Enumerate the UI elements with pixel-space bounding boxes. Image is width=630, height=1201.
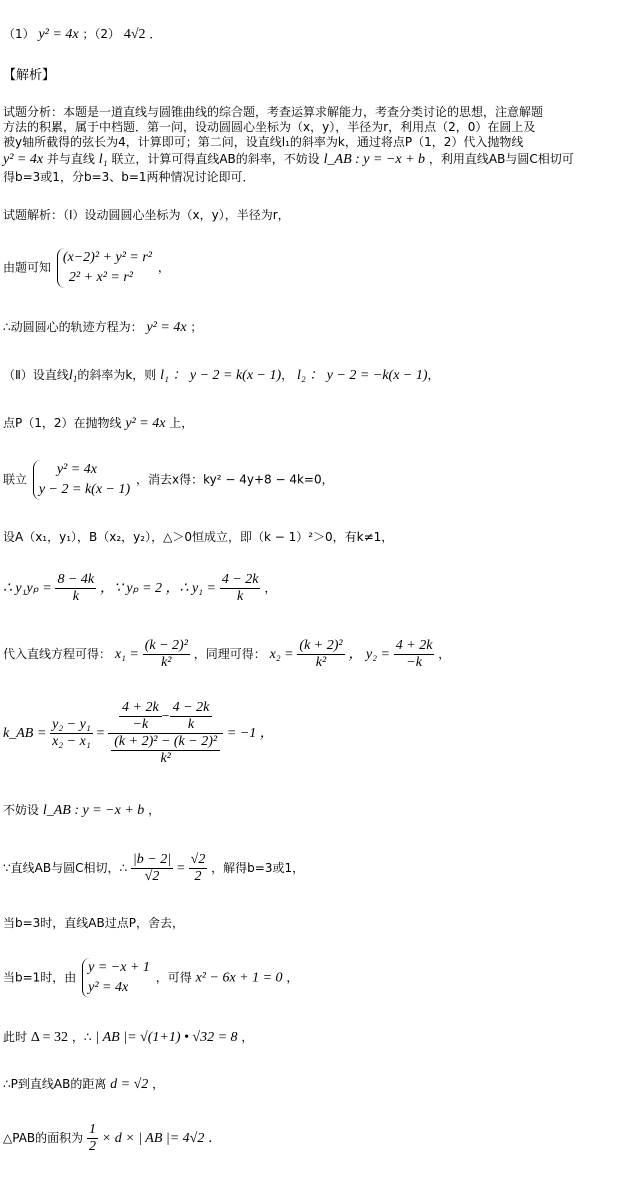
slope-num: y₂ − y₁ — [52, 717, 91, 732]
area-text: △PAB的面积为 — [3, 1131, 84, 1145]
ab-end: ， — [241, 1030, 254, 1044]
assume-eq: l_AB : y = −x + b — [42, 803, 145, 818]
quadratic-end: ， — [286, 970, 299, 985]
part2-l2-eq: l₂ ： y − 2 = −k(x − 1) — [297, 368, 428, 383]
trajectory-end: ； — [190, 320, 203, 334]
fraction-5-den: −k — [406, 655, 422, 670]
slope-big-num — [108, 700, 223, 734]
tangent-fraction-1 — [131, 852, 173, 885]
fraction-1-num: 8 − 4k — [57, 572, 95, 587]
big-num-a-den: −k — [132, 717, 149, 732]
b1-line — [3, 958, 298, 998]
fraction-4-num: (k + 2)² — [299, 638, 343, 653]
analysis-text-4d: 联立，计算可得直线AB的斜率，不妨设 — [111, 152, 320, 166]
analysis-line-4 — [3, 152, 574, 167]
area-den: 2 — [88, 1139, 96, 1154]
tangent-fraction-2 — [189, 852, 208, 885]
slope-big-fraction — [108, 700, 223, 767]
slope-big-den — [108, 734, 223, 767]
tangent-end: ，解得b=3或1， — [211, 861, 305, 875]
area-line — [3, 1122, 222, 1155]
assume-end: ， — [148, 803, 161, 817]
point-p-end: 上， — [169, 416, 194, 430]
assume-text: 不妨设 — [3, 803, 40, 817]
substitute-end: ， — [438, 647, 451, 661]
fraction-1-den: k — [72, 589, 79, 604]
fraction-2-num: 4 − 2k — [221, 572, 259, 587]
tangent-den-1: √2 — [144, 869, 160, 884]
answer-line — [3, 27, 161, 42]
slope-line — [3, 700, 274, 767]
quadratic-eq: x² − 6x + 1 = 0 — [195, 970, 283, 986]
answer-sep: ；（2） — [82, 27, 121, 41]
because-text: ，∵ yₚ = 2 ，∴ y₁ = — [99, 581, 216, 596]
system-1 — [57, 248, 152, 288]
system-3-eq-b: y² = 4x — [88, 980, 129, 995]
big-den-num: (k + 2)² − (k − 2)² — [111, 734, 220, 751]
analysis-label: 试题分析： — [3, 105, 64, 119]
analysis-text-4b: 并与直线 — [46, 152, 95, 166]
area-eq: × d × | AB |= 4√2 ． — [101, 1131, 222, 1146]
tangent-num-2: √2 — [190, 852, 206, 867]
system-1-eq-a: (x−2)² + y² = r² — [62, 250, 152, 265]
ab-length: | AB |= √(1+1) • √32 = 8 — [95, 1030, 238, 1045]
x1-label: x₁ = — [114, 647, 139, 662]
answer-1: y² = 4x — [38, 27, 79, 42]
fraction-3 — [143, 638, 190, 671]
analysis-text-1: 本题是一道直线与圆锥曲线的综合题，考查运算求解能力，考查分类讨论的思想，注意解题 — [63, 105, 544, 119]
fraction-2-den: k — [237, 589, 244, 604]
big-den-frac — [111, 734, 220, 767]
trajectory-eq: y² = 4x — [146, 320, 187, 335]
solution-known — [3, 248, 170, 288]
point-p-text: 点P（1，2）在抛物线 — [3, 416, 122, 430]
solution-intro: 试题解析：（Ⅰ）设动圆圆心坐标为（x，y），半径为r， — [3, 208, 290, 222]
tangent-num-1: |b − 2| — [132, 852, 172, 867]
big-num-frac-b — [170, 700, 213, 733]
tangent-den-2: 2 — [194, 869, 202, 884]
fraction-4 — [297, 638, 344, 671]
x2-label: x₂ = — [269, 647, 294, 662]
slope-fraction — [50, 717, 93, 750]
big-den-den: k² — [160, 751, 171, 766]
part2-l1: $l_1$ — [68, 368, 78, 384]
part2-text-b: 的斜率为k，则 — [77, 368, 157, 382]
system-2-eq-b: y − 2 = k(x − 1) — [38, 482, 131, 497]
lianli-label: 联立 — [3, 472, 28, 487]
b3-line: 当b=3时，直线AB过点P，舍去， — [3, 916, 184, 930]
part2-l1-eq: l₁ ： y − 2 = k(x − 1) — [160, 368, 282, 383]
tangent-text: ∵直线AB与圆C相切，∴ — [3, 861, 128, 875]
substitute-line — [3, 638, 450, 671]
assume-line — [3, 803, 160, 818]
known-comma: ， — [157, 260, 170, 275]
known-label: 由题可知 — [3, 260, 52, 275]
system-2 — [33, 460, 130, 500]
delta-line — [3, 1030, 253, 1045]
system-3-eq-a: y = −x + 1 — [88, 960, 150, 975]
distance-line — [3, 1077, 164, 1092]
fraction-3-den: k² — [161, 655, 172, 670]
distance-eq: d = √2 — [110, 1077, 149, 1092]
section-title: 【解析】 — [3, 68, 56, 83]
substitute-text: 代入直线方程可得： — [3, 647, 112, 661]
minus-sign: − — [161, 709, 170, 724]
fraction-3-num: (k − 2)² — [144, 638, 188, 653]
b1-text: 当b=1时，由 — [3, 970, 77, 985]
big-num-b-den: k — [187, 717, 195, 732]
fraction-2 — [220, 572, 261, 605]
area-num: 1 — [88, 1122, 96, 1137]
answer-end: ． — [149, 27, 162, 41]
tangent-line — [3, 852, 304, 885]
analysis-line-5: 得b=3或1，分b=3、b=1两种情况讨论即可． — [3, 170, 255, 184]
fraction-5-num: 4 + 2k — [395, 638, 433, 653]
delta-eq: Δ = 32 — [30, 1030, 68, 1045]
system-2-eq-a: y² = 4x — [56, 462, 97, 477]
analysis-line-3: 被y轴所截得的弦长为4，计算即可；第二问，设直线l₁的斜率为k，通过将点P（1，2）代入抛物线 — [3, 135, 524, 149]
product-end: ， — [264, 581, 277, 595]
delta-mid: ，∴ — [71, 1030, 92, 1044]
trajectory-line — [3, 320, 202, 335]
slope-result: = −1 ， — [226, 726, 274, 741]
lianli-line — [3, 460, 334, 500]
part2-comma-1: ， — [281, 368, 294, 382]
analysis-line-2: 方法的积累，属于中档题．第一问，设动圆圆心坐标为（x，y），半径为r，利用点（2，0）在圆上及 — [3, 120, 536, 134]
distance-end: ， — [152, 1077, 165, 1091]
tangent-eq: = — [176, 861, 185, 876]
set-ab-line: 设A（x₁，y₁），B（x₂，y₂），△＞0恒成立，即（k − 1）²＞0，有k≠1， — [3, 530, 394, 544]
big-num-frac-a — [119, 700, 162, 733]
therefore-1: ∴动圆圆心的轨迹方程为： — [3, 320, 143, 334]
part2-comma-2: ， — [427, 368, 440, 382]
part2-text-a: （Ⅱ）设直线 — [3, 368, 69, 382]
analysis-l1: l₁ — [98, 152, 108, 167]
answer-prefix: （1） — [3, 27, 35, 41]
answer-2: 4√2 — [123, 27, 146, 42]
system-1-eq-b: 2² + x² = r² — [68, 270, 133, 285]
fraction-1 — [55, 572, 96, 605]
eliminate-text: ，消去x得：ky² − 4y+8 − 4k=0， — [135, 472, 334, 487]
slope-den: x₂ − x₁ — [52, 734, 91, 749]
system-3 — [82, 958, 150, 998]
area-fraction — [87, 1122, 98, 1155]
distance-text: ∴P到直线AB的距离 — [3, 1077, 107, 1091]
b1-end: ，可得 — [155, 970, 192, 985]
part2-line — [3, 368, 440, 387]
kab-label: k_AB = — [3, 726, 47, 741]
fraction-4-den: k² — [315, 655, 327, 670]
point-p-line — [3, 416, 193, 431]
fraction-5 — [394, 638, 435, 671]
y2-label: ， y₂ = — [348, 647, 390, 662]
product-lhs: ∴ y₁yₚ = — [3, 581, 52, 596]
analysis-text-4f: ，利用直线AB与圆C相切可 — [428, 152, 574, 166]
analysis-line-1 — [3, 105, 543, 120]
analysis-parabola: y² = 4x — [3, 152, 44, 167]
analysis-lab: l_AB : y = −x + b — [323, 152, 426, 167]
delta-text: 此时 — [3, 1030, 28, 1044]
big-num-a-num: 4 + 2k — [119, 700, 162, 717]
big-num-b-num: 4 − 2k — [170, 700, 213, 717]
point-p-parabola: y² = 4x — [125, 416, 166, 431]
tongli-text: ，同理可得： — [193, 647, 266, 661]
equals-sign: = — [96, 726, 105, 741]
product-line — [3, 572, 276, 605]
